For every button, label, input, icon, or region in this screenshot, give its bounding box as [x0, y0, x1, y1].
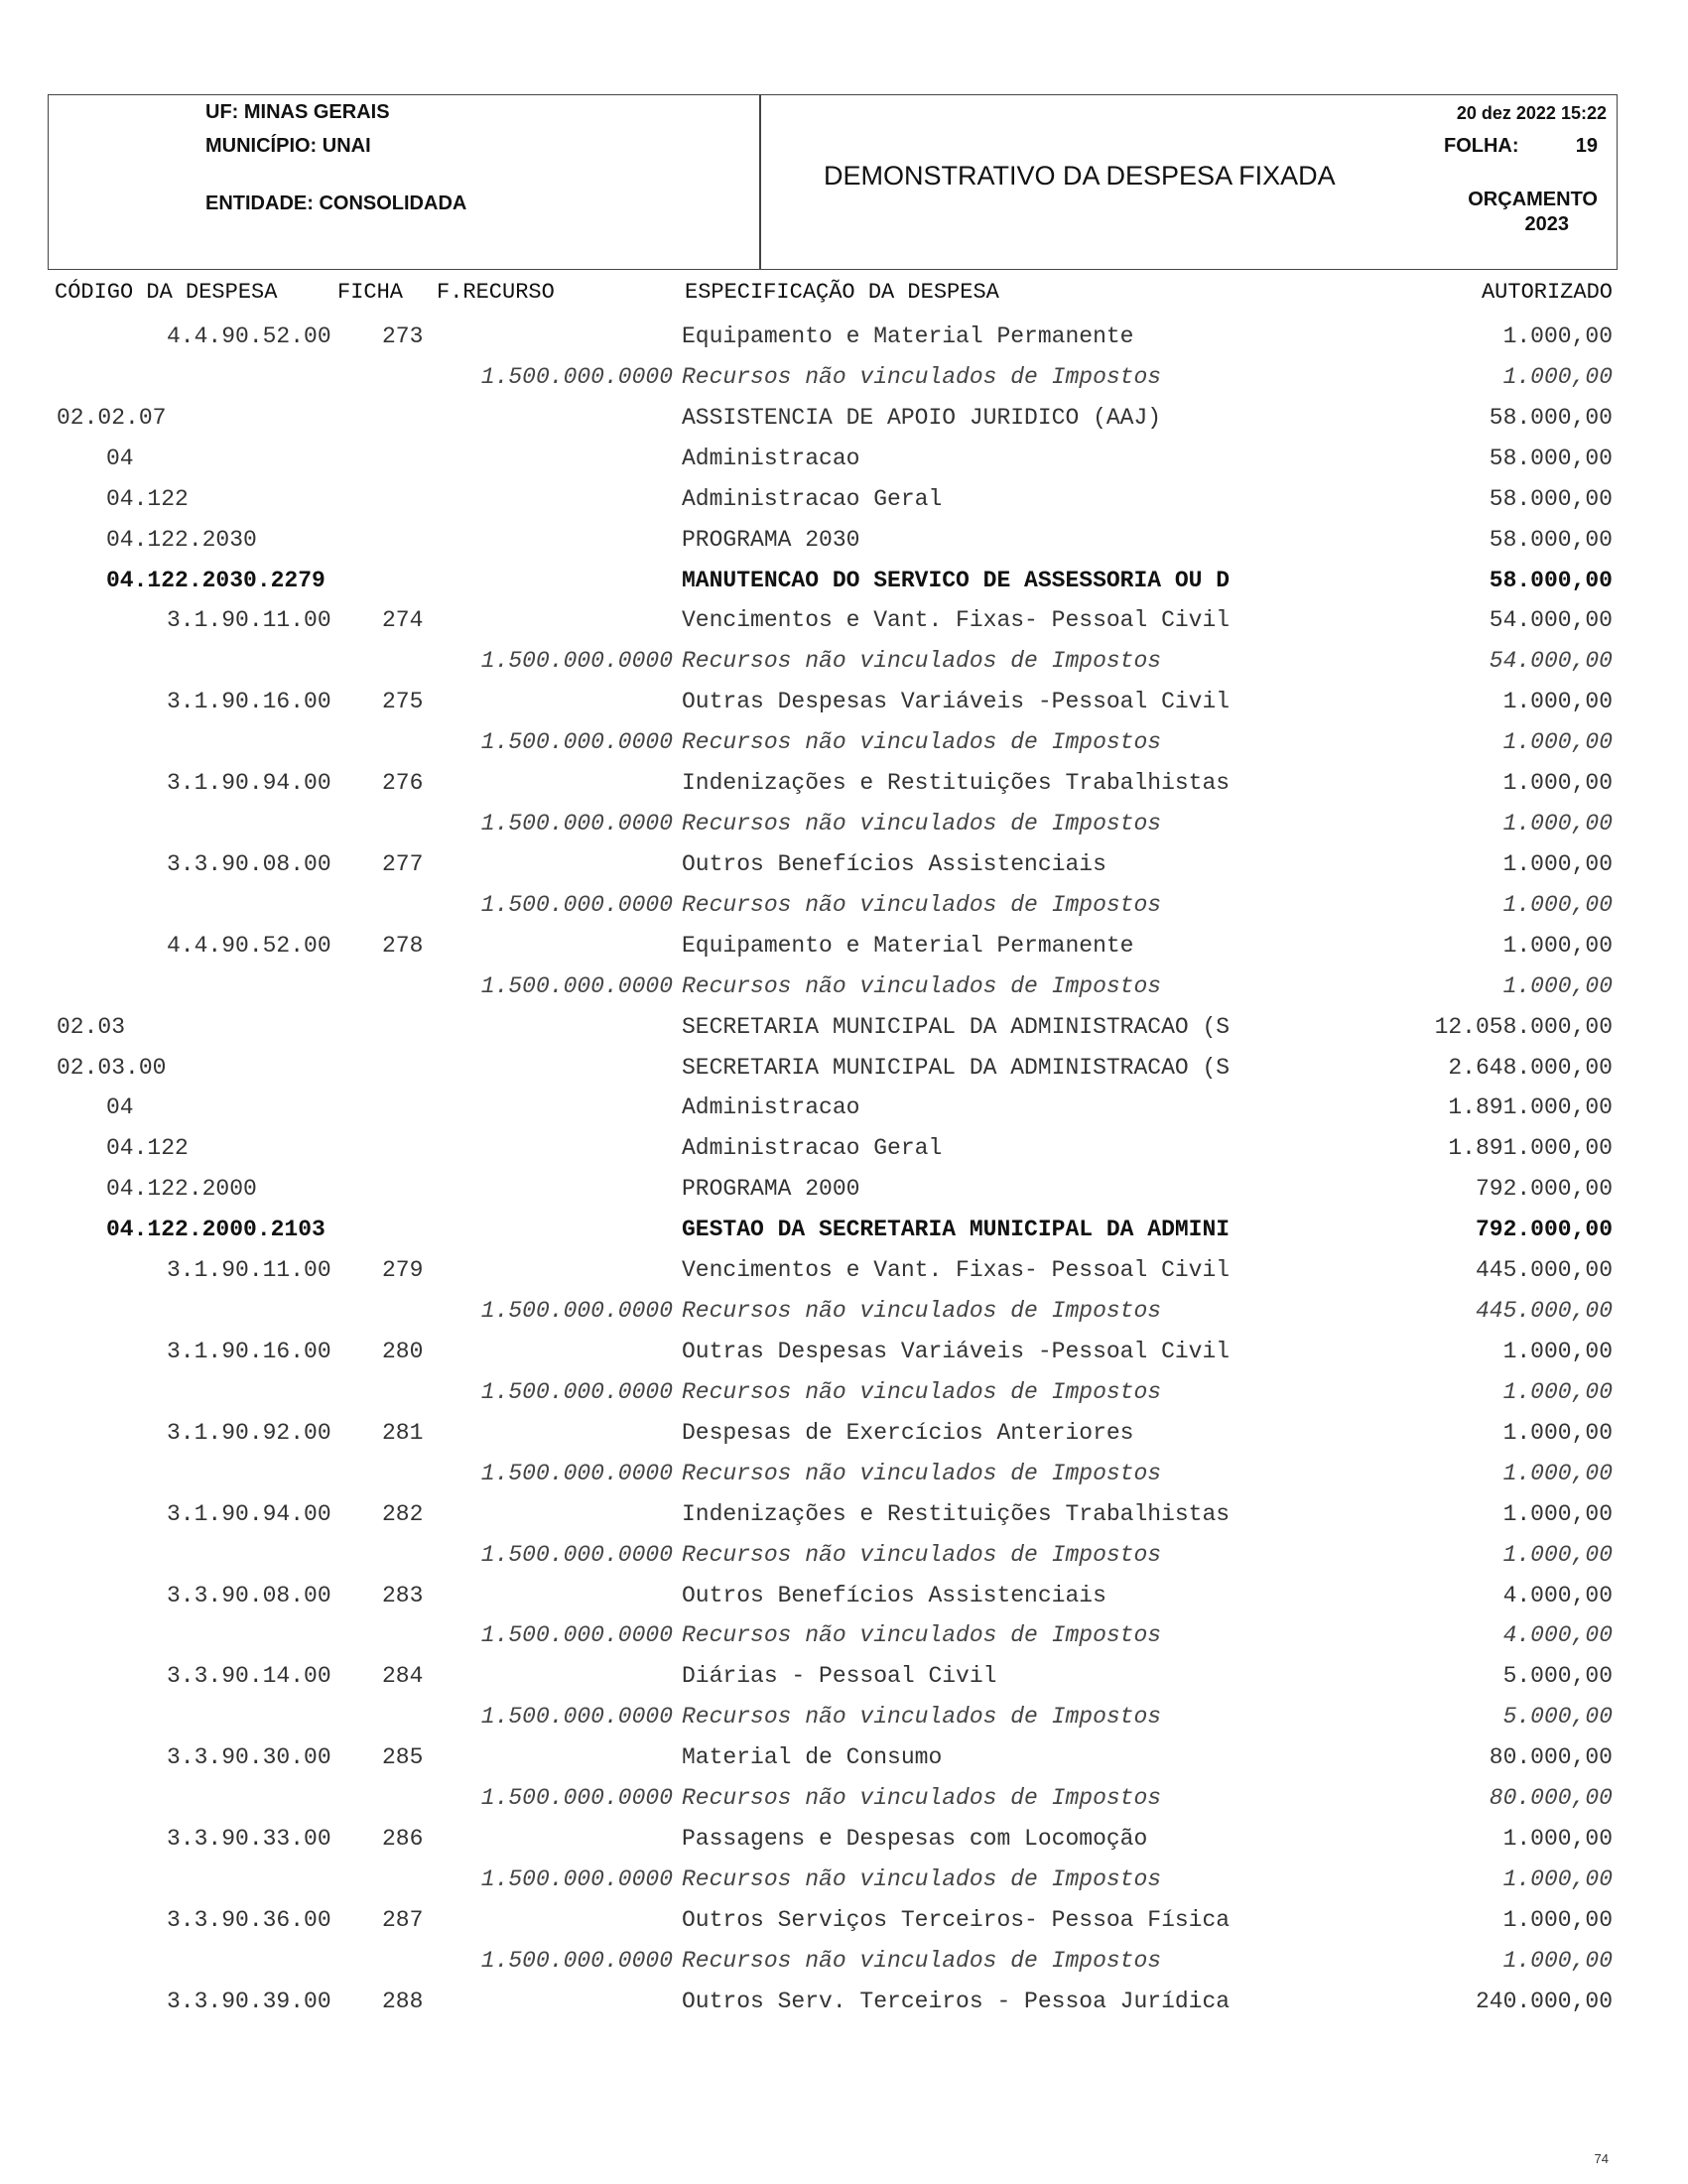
fonte-recurso: 1.500.000.0000: [480, 1541, 673, 1568]
expense-description: Despesas de Exercícios Anteriores: [682, 1419, 1134, 1446]
expense-description: Recursos não vinculados de Impostos: [682, 811, 1162, 837]
table-row: [0, 1461, 1688, 1490]
table-row: [0, 1704, 1688, 1734]
ficha-number: 284: [382, 1663, 424, 1690]
uf-label: UF: MINAS GERAIS: [205, 101, 390, 123]
expense-description: Recursos não vinculados de Impostos: [682, 1541, 1162, 1568]
authorized-value: 54.000,00: [1489, 648, 1613, 675]
table-row: [0, 811, 1688, 840]
ficha-number: 287: [382, 1906, 424, 1933]
authorized-value: 80.000,00: [1489, 1744, 1613, 1771]
expense-description: Indenizações e Restituições Trabalhistas: [682, 1500, 1231, 1527]
table-row: [0, 770, 1688, 800]
table-row: [0, 1055, 1688, 1085]
authorized-value: 792.000,00: [1475, 1217, 1613, 1243]
table-row: [0, 405, 1688, 435]
expense-description: SECRETARIA MUNICIPAL DA ADMINISTRACAO (S: [682, 1054, 1231, 1081]
authorized-value: 58.000,00: [1489, 445, 1613, 471]
table-row: [0, 851, 1688, 881]
report-datetime: 20 dez 2022 15:22: [1456, 103, 1607, 123]
expense-code: 3.3.90.33.00: [167, 1826, 331, 1853]
ficha-number: 286: [382, 1826, 424, 1853]
expense-description: Diárias - Pessoal Civil: [682, 1663, 997, 1690]
table-row: [0, 1339, 1688, 1368]
ficha-number: 273: [382, 323, 424, 349]
ficha-number: 279: [382, 1257, 424, 1284]
table-row: [0, 1663, 1688, 1693]
expense-code: 02.03: [57, 1013, 126, 1040]
expense-description: Recursos não vinculados de Impostos: [682, 1785, 1162, 1812]
expense-code: 04.122.2030: [106, 526, 257, 553]
table-row: [0, 1785, 1688, 1815]
table-row: [0, 486, 1688, 516]
municipio-label: MUNICÍPIO: UNAI: [205, 135, 371, 157]
expense-code: 4.4.90.52.00: [167, 323, 331, 349]
authorized-value: 1.000,00: [1502, 1865, 1613, 1892]
table-row: [0, 1542, 1688, 1572]
authorized-value: 1.000,00: [1502, 1339, 1613, 1364]
fonte-recurso: 1.500.000.0000: [480, 1865, 673, 1892]
entidade-label: ENTIDADE: CONSOLIDADA: [205, 193, 467, 214]
table-row: [0, 1583, 1688, 1612]
table-row: [0, 323, 1688, 353]
expense-code: 3.3.90.14.00: [167, 1663, 331, 1690]
expense-description: GESTAO DA SECRETARIA MUNICIPAL DA ADMINI: [682, 1217, 1231, 1243]
expense-description: Outras Despesas Variáveis -Pessoal Civil: [682, 1339, 1231, 1364]
fonte-recurso: 1.500.000.0000: [480, 1378, 673, 1405]
ficha-number: 275: [382, 689, 424, 715]
authorized-value: 54.000,00: [1489, 607, 1613, 634]
expense-code: 04.122: [106, 485, 189, 512]
expense-code: 3.1.90.11.00: [167, 607, 331, 634]
authorized-value: 445.000,00: [1475, 1298, 1613, 1325]
authorized-value: 58.000,00: [1489, 526, 1613, 553]
expense-code: 3.1.90.16.00: [167, 1339, 331, 1364]
ficha-number: 280: [382, 1339, 424, 1364]
expense-description: Recursos não vinculados de Impostos: [682, 1865, 1162, 1892]
expense-code: 04.122: [106, 1135, 189, 1162]
fonte-recurso: 1.500.000.0000: [480, 811, 673, 837]
authorized-value: 1.891.000,00: [1448, 1094, 1613, 1121]
expense-code: 04: [106, 445, 134, 471]
fonte-recurso: 1.500.000.0000: [480, 729, 673, 756]
expense-code: 02.03.00: [57, 1054, 167, 1081]
report-title: DEMONSTRATIVO DA DESPESA FIXADA: [824, 161, 1336, 191]
authorized-value: 1.000,00: [1502, 729, 1613, 756]
expense-code: 4.4.90.52.00: [167, 932, 331, 959]
fonte-recurso: 1.500.000.0000: [480, 891, 673, 918]
expense-description: Passagens e Despesas com Locomoção: [682, 1826, 1148, 1853]
expense-description: Recursos não vinculados de Impostos: [682, 729, 1162, 756]
fonte-recurso: 1.500.000.0000: [480, 1298, 673, 1325]
expense-description: Equipamento e Material Permanente: [682, 932, 1134, 959]
authorized-value: 792.000,00: [1475, 1176, 1613, 1203]
col-autorizado: AUTORIZADO: [1481, 280, 1613, 305]
folha-value: 19: [1575, 135, 1598, 157]
expense-description: Recursos não vinculados de Impostos: [682, 1378, 1162, 1405]
table-row: [0, 446, 1688, 475]
expense-description: Recursos não vinculados de Impostos: [682, 891, 1162, 918]
table-row: [0, 1744, 1688, 1774]
expense-code: 3.1.90.94.00: [167, 770, 331, 797]
expense-code: 3.3.90.30.00: [167, 1744, 331, 1771]
page-number: 74: [1594, 2151, 1609, 2166]
table-row: [0, 1257, 1688, 1287]
authorized-value: 5.000,00: [1502, 1663, 1613, 1690]
authorized-value: 1.000,00: [1502, 770, 1613, 797]
authorized-value: 1.000,00: [1502, 1460, 1613, 1486]
authorized-value: 1.000,00: [1502, 689, 1613, 715]
expense-description: ASSISTENCIA DE APOIO JURIDICO (AAJ): [682, 404, 1162, 431]
expense-description: Outras Despesas Variáveis -Pessoal Civil: [682, 689, 1231, 715]
authorized-value: 240.000,00: [1475, 1988, 1613, 2014]
expense-code: 3.3.90.08.00: [167, 850, 331, 877]
expense-description: Recursos não vinculados de Impostos: [682, 1704, 1162, 1731]
table-row: [0, 1826, 1688, 1856]
table-row: [0, 1135, 1688, 1165]
authorized-value: 1.000,00: [1502, 1378, 1613, 1405]
fonte-recurso: 1.500.000.0000: [480, 972, 673, 999]
ficha-number: 278: [382, 932, 424, 959]
expense-code: 02.02.07: [57, 404, 167, 431]
table-row: [0, 729, 1688, 759]
table-row: [0, 933, 1688, 963]
expense-description: Recursos não vinculados de Impostos: [682, 1298, 1162, 1325]
folha-label: FOLHA:: [1444, 135, 1519, 157]
authorized-value: 1.000,00: [1502, 1906, 1613, 1933]
authorized-value: 1.000,00: [1502, 891, 1613, 918]
ficha-number: 285: [382, 1744, 424, 1771]
expense-code: 04.122.2030.2279: [106, 567, 325, 593]
table-row: [0, 1217, 1688, 1246]
expense-code: 3.3.90.36.00: [167, 1906, 331, 1933]
table-row: [0, 568, 1688, 597]
expense-description: MANUTENCAO DO SERVICO DE ASSESSORIA OU D: [682, 567, 1231, 593]
expense-description: Administracao: [682, 1094, 860, 1121]
expense-description: PROGRAMA 2030: [682, 526, 860, 553]
authorized-value: 1.000,00: [1502, 1500, 1613, 1527]
table-row: [0, 1989, 1688, 2018]
fonte-recurso: 1.500.000.0000: [480, 1622, 673, 1649]
fonte-recurso: 1.500.000.0000: [480, 1785, 673, 1812]
table-row: [0, 973, 1688, 1003]
authorized-value: 1.891.000,00: [1448, 1135, 1613, 1162]
fonte-recurso: 1.500.000.0000: [480, 648, 673, 675]
table-row: [0, 892, 1688, 922]
expense-description: Recursos não vinculados de Impostos: [682, 363, 1162, 390]
table-row: [0, 1907, 1688, 1937]
authorized-value: 4.000,00: [1502, 1582, 1613, 1608]
ficha-number: 288: [382, 1988, 424, 2014]
table-row: [0, 1420, 1688, 1450]
table-row: [0, 1379, 1688, 1409]
authorized-value: 58.000,00: [1489, 567, 1613, 593]
ficha-number: 281: [382, 1419, 424, 1446]
table-row: [0, 689, 1688, 718]
expense-description: Outros Benefícios Assistenciais: [682, 1582, 1106, 1608]
orcamento-label: ORÇAMENTO: [1468, 189, 1598, 210]
expense-description: Administracao Geral: [682, 485, 943, 512]
expense-description: Recursos não vinculados de Impostos: [682, 1947, 1162, 1974]
ficha-number: 282: [382, 1500, 424, 1527]
expense-code: 3.1.90.11.00: [167, 1257, 331, 1284]
authorized-value: 4.000,00: [1502, 1622, 1613, 1649]
expense-code: 3.1.90.94.00: [167, 1500, 331, 1527]
expense-description: Indenizações e Restituições Trabalhistas: [682, 770, 1231, 797]
authorized-value: 80.000,00: [1489, 1785, 1613, 1812]
authorized-value: 1.000,00: [1502, 1541, 1613, 1568]
col-ficha: FICHA: [337, 280, 404, 305]
expense-description: PROGRAMA 2000: [682, 1176, 860, 1203]
authorized-value: 2.648.000,00: [1448, 1054, 1613, 1081]
expense-description: Administracao: [682, 445, 860, 471]
table-row: [0, 1622, 1688, 1652]
authorized-value: 1.000,00: [1502, 850, 1613, 877]
authorized-value: 1.000,00: [1502, 972, 1613, 999]
table-row: [0, 648, 1688, 678]
table-row: [0, 1501, 1688, 1531]
expense-description: Recursos não vinculados de Impostos: [682, 1460, 1162, 1486]
ficha-number: 283: [382, 1582, 424, 1608]
expense-description: Recursos não vinculados de Impostos: [682, 972, 1162, 999]
authorized-value: 1.000,00: [1502, 932, 1613, 959]
fonte-recurso: 1.500.000.0000: [480, 1704, 673, 1731]
table-row: [0, 1176, 1688, 1206]
expense-description: Outros Benefícios Assistenciais: [682, 850, 1106, 877]
table-row: [0, 527, 1688, 557]
expense-description: Vencimentos e Vant. Fixas- Pessoal Civil: [682, 1257, 1231, 1284]
table-row: [0, 1298, 1688, 1328]
expense-description: Outros Serviços Terceiros- Pessoa Física: [682, 1906, 1231, 1933]
expense-description: SECRETARIA MUNICIPAL DA ADMINISTRACAO (S: [682, 1013, 1231, 1040]
expense-description: Recursos não vinculados de Impostos: [682, 1622, 1162, 1649]
ficha-number: 274: [382, 607, 424, 634]
expense-description: Equipamento e Material Permanente: [682, 323, 1134, 349]
expense-code: 04.122.2000.2103: [106, 1217, 325, 1243]
header-divider: [759, 94, 761, 270]
authorized-value: 58.000,00: [1489, 485, 1613, 512]
col-codigo: CÓDIGO DA DESPESA: [55, 280, 278, 305]
authorized-value: 445.000,00: [1475, 1257, 1613, 1284]
orcamento-year: 2023: [1524, 213, 1569, 235]
table-row: [0, 1948, 1688, 1978]
authorized-value: 1.000,00: [1502, 1419, 1613, 1446]
expense-description: Material de Consumo: [682, 1744, 943, 1771]
expense-code: 3.1.90.92.00: [167, 1419, 331, 1446]
authorized-value: 1.000,00: [1502, 811, 1613, 837]
table-row: [0, 1094, 1688, 1124]
expense-code: 04.122.2000: [106, 1176, 257, 1203]
fonte-recurso: 1.500.000.0000: [480, 1460, 673, 1486]
expense-description: Vencimentos e Vant. Fixas- Pessoal Civil: [682, 607, 1231, 634]
expense-description: Recursos não vinculados de Impostos: [682, 648, 1162, 675]
col-especificacao: ESPECIFICAÇÃO DA DESPESA: [685, 280, 999, 305]
expense-code: 04: [106, 1094, 134, 1121]
fonte-recurso: 1.500.000.0000: [480, 363, 673, 390]
table-row: [0, 1866, 1688, 1896]
authorized-value: 1.000,00: [1502, 1947, 1613, 1974]
expense-code: 3.1.90.16.00: [167, 689, 331, 715]
ficha-number: 276: [382, 770, 424, 797]
table-row: [0, 607, 1688, 637]
authorized-value: 5.000,00: [1502, 1704, 1613, 1731]
expense-description: Administracao Geral: [682, 1135, 943, 1162]
expense-description: Outros Serv. Terceiros - Pessoa Jurídica: [682, 1988, 1231, 2014]
table-row: [0, 1014, 1688, 1044]
table-row: [0, 364, 1688, 394]
expense-code: 3.3.90.39.00: [167, 1988, 331, 2014]
authorized-value: 12.058.000,00: [1434, 1013, 1613, 1040]
authorized-value: 1.000,00: [1502, 363, 1613, 390]
authorized-value: 58.000,00: [1489, 404, 1613, 431]
col-recurso: F.RECURSO: [437, 280, 555, 305]
authorized-value: 1.000,00: [1502, 1826, 1613, 1853]
authorized-value: 1.000,00: [1502, 323, 1613, 349]
ficha-number: 277: [382, 850, 424, 877]
fonte-recurso: 1.500.000.0000: [480, 1947, 673, 1974]
expense-code: 3.3.90.08.00: [167, 1582, 331, 1608]
